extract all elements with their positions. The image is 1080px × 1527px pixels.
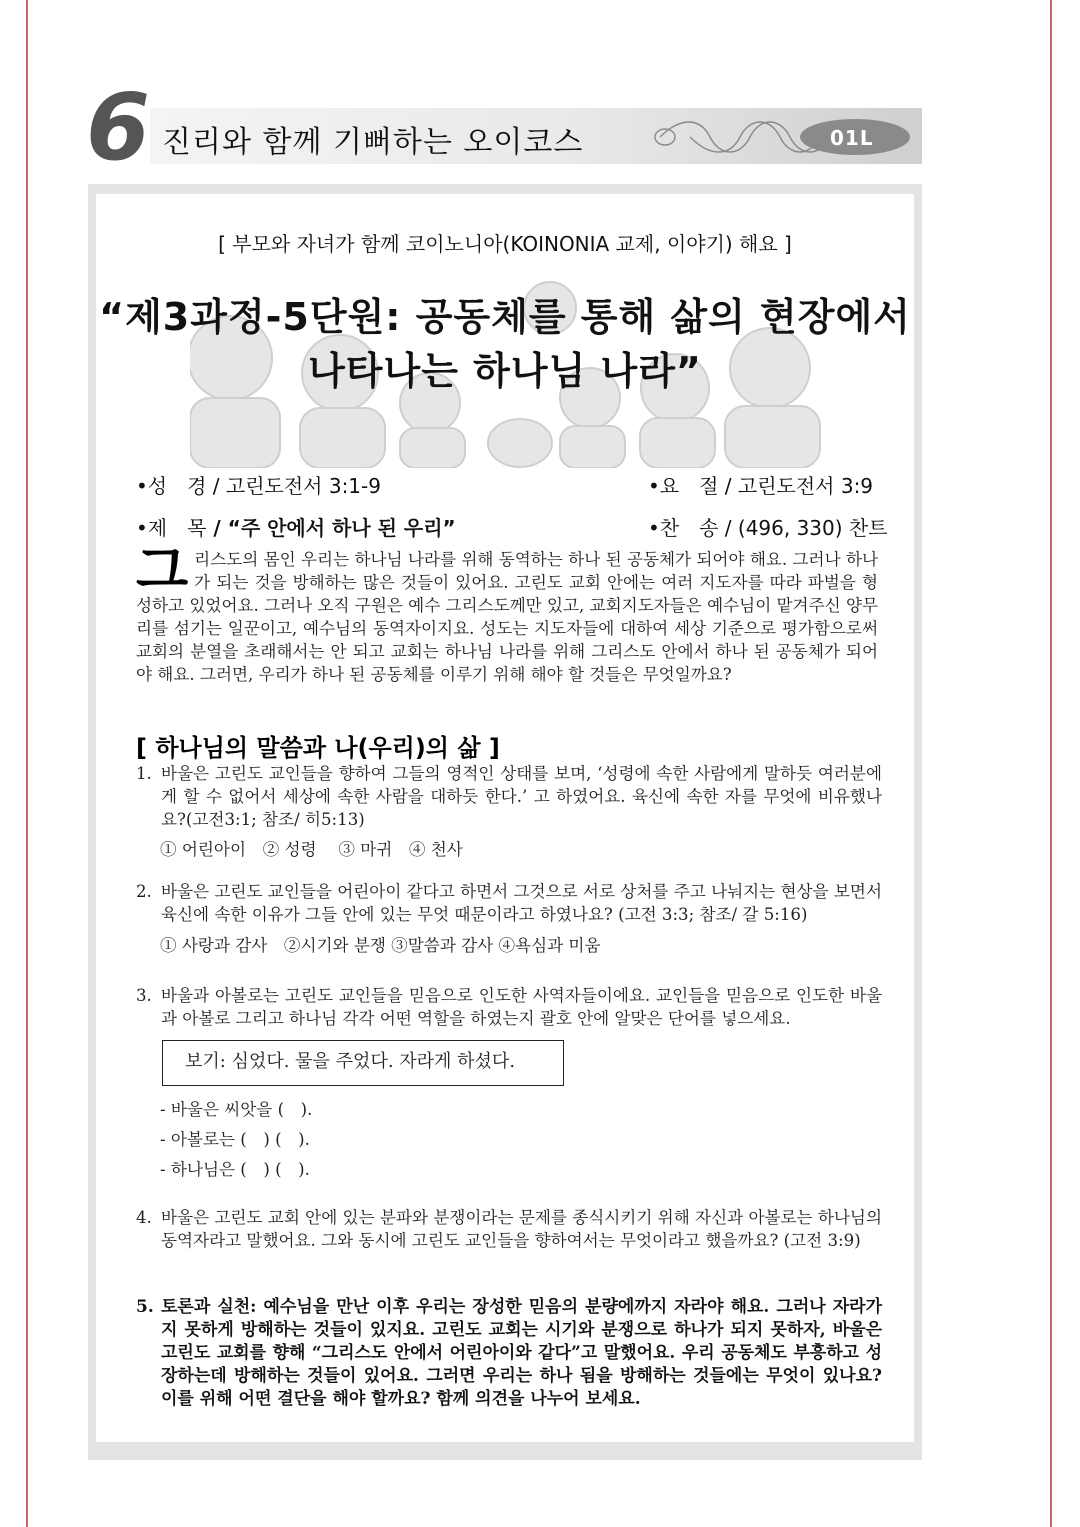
key-verse-info [648, 470, 873, 499]
question-5 [136, 1296, 882, 1411]
intro-paragraph [136, 539, 878, 686]
question-text: 바울은 고린도 교인들을 어린아이 같다고 하면서 그것으로 서로 상처를 주고 나눠지는 현상을 보면서 육신에 속한 이유가 그들 안에 있는 무엇 때문이라고 하였나요? (고전 3:3; 참조/ 갈 5:16) [161, 882, 882, 924]
lesson-badge: 01L [830, 126, 874, 150]
topic-value: / “주 안에서 하나 된 우리” [206, 516, 456, 540]
fill-blank-3: - 하나님은 ( ) ( ). [160, 1160, 310, 1179]
example-box: 보기: 심었다. 물을 주었다. 자라게 하셨다. [162, 1040, 564, 1086]
question-text: 바울은 고린도 교회 안에 있는 분파와 분쟁이라는 문제를 종식시키기 위해 자신과 아볼로는 하나님의 동역자라고 말했어요. 그와 동시에 고린도 교인들을 향하여서는 무엇이라고 했을까요? (고전 3:9) [161, 1208, 882, 1250]
question-text: 바울과 아볼로는 고린도 교인들을 믿음으로 인도한 사역자들이에요. 교인들을 믿음으로 인도한 바울과 아볼로 그리고 하나님 각각 어떤 역할을 하였는지 괄호 안에 알맞은 단어를 넣으세요. [161, 986, 882, 1028]
question-number: 1. [136, 764, 152, 783]
question-1 [136, 762, 882, 831]
hymn-value: / (496, 330) 찬트 [718, 516, 888, 540]
key-verse-value: / 고린도전서 3:9 [718, 474, 874, 498]
question-2 [136, 880, 882, 926]
fill-blank-1: - 바울은 씨앗을 ( ). [160, 1100, 313, 1119]
hymn-info [648, 512, 888, 541]
scripture-value: / 고린도전서 3:1-9 [206, 474, 381, 498]
fill-blank-2: - 아볼로는 ( ) ( ). [160, 1130, 310, 1149]
question-3 [136, 984, 882, 1030]
chapter-number: 6 [86, 74, 151, 181]
lesson-title-line-2: 나타나는 하나님 나라” [308, 349, 702, 393]
topic-info [136, 512, 456, 541]
question-number: 3. [136, 986, 152, 1005]
topic-label: •제 목 [136, 516, 207, 540]
ornament-icon [650, 112, 920, 162]
intro-text: 리스도의 몸인 우리는 하나님 나라를 위해 동역하는 하나 된 공동체가 되어야 해요. 그러나 하나가 되는 것을 방해하는 많은 것들이 있어요. 고린도 교회 안에는 여러 지도자를 따라 파벌을 형성하고 있었어요. 그러나 오직 구원은 예수 그리스도께만 있고, 교회지도자들은 예수님이 맡겨주신 양무리를 섬기는 일꾼이고, 예수님의 동역자이지요. 성도는 지도자들에 대하여 세상 기준으로 평가함으로써 교회의 분열을 초래해서는 안 되고 교회는 하나님 나라를 위해 그리스도 안에서 하나 된 공동체가 되어야 해요. 그러면, 우리가 하나 된 공동체를 이루기 위해 해야 할 것들은 무엇일까요? [136, 550, 878, 684]
question-text: 바울은 고린도 교인들을 향하여 그들의 영적인 상태를 보며, ‘성령에 속한 사람에게 말하듯 여러분에게 할 수 없어서 세상에 속한 사람을 대하듯 한다.’ 고 하였어요. 육신에 속한 자를 무엇에 비유했나요?(고전3:1; 참조/ 히5:13) [161, 764, 882, 829]
question-number: 4. [136, 1208, 152, 1227]
subtitle: [ 부모와 자녀가 함께 코이노니아(KOINONIA 교제, 이야기) 해요 ] [218, 232, 792, 256]
key-verse-label: •요 절 [648, 474, 719, 498]
dropcap: 그 [136, 539, 189, 602]
question-number: 2. [136, 882, 152, 901]
question-number: 5. [136, 1297, 154, 1317]
lesson-title-line-1: “제3과정-5단원: 공동체를 통해 삶의 현장에서 [99, 295, 911, 339]
section-heading: [ 하나님의 말씀과 나(우리)의 삶 ] [136, 734, 500, 762]
question-4 [136, 1206, 882, 1252]
scripture-label: •성 경 [136, 474, 207, 498]
question-2-options: ① 사랑과 감사 ②시기와 분쟁 ③말씀과 감사 ④욕심과 미움 [160, 936, 601, 955]
question-1-options: ① 어린아이 ② 성령 ③ 마귀 ④ 천사 [160, 840, 463, 859]
scripture-info [136, 470, 381, 499]
question-text: 토론과 실천: 예수님을 만난 이후 우리는 장성한 믿음의 분량에까지 자라야 해요. 그러나 자라가지 못하게 방해하는 것들이 있지요. 고린도 교회는 시기와 분쟁으로 하나가 되지 못하자, 바울은 고린도 교회를 향해 “그리스도 안에서 어린아이와 같다”고 말했어요. 우리 공동체도 부흥하고 성장하는데 방해하는 것들이 있어요. 그러면 우리는 하나 됨을 방해하는 것들에는 무엇이 있나요? 이를 위해 어떤 결단을 해야 할까요? 함께 의견을 나누어 보세요. [161, 1297, 882, 1409]
page-title: 진리와 함께 기뻐하는 오이코스 [162, 125, 584, 160]
hymn-label: •찬 송 [648, 516, 719, 540]
